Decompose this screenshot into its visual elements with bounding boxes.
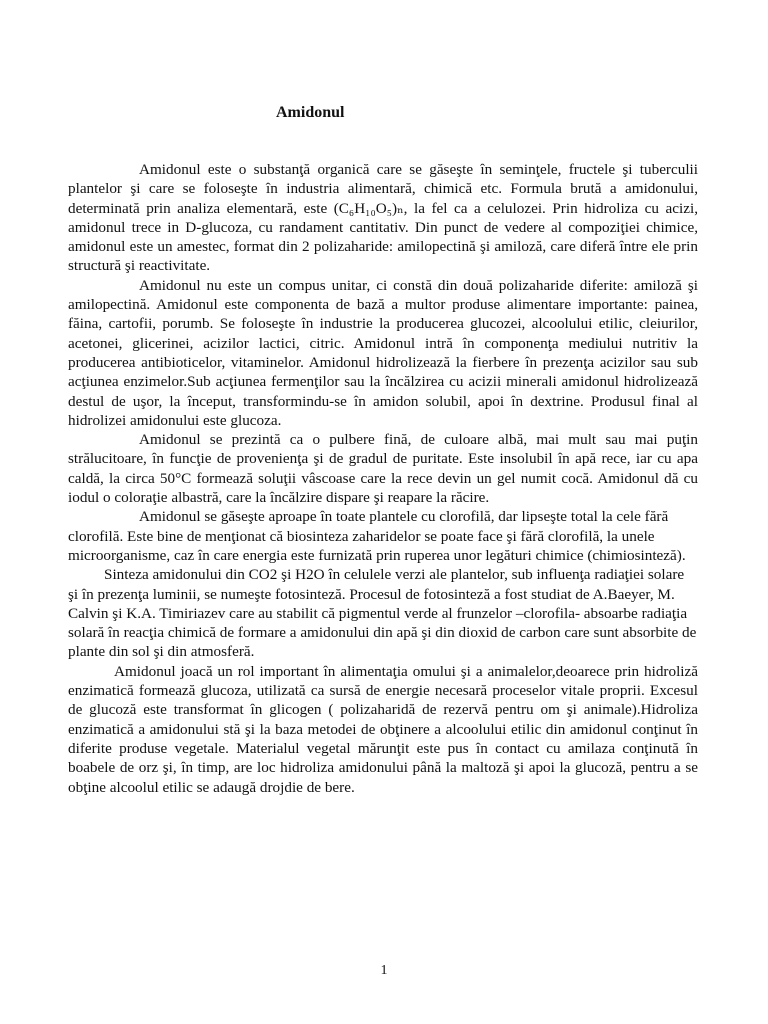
- paragraph-occurrence: Amidonul se găseşte aproape în toate plantele cu clorofilă, dar lipseşte total la cele fără clorofilă. Este bine de menţionat că biosinteza zaharidelor se poate face şi fără clorofilă, la unele microorganisme, caz în care energia este furnizată prin ruperea unor legături chimice (chimiosinteză).: [68, 508, 686, 564]
- paragraph-photosynthesis: Sinteza amidonului din CO2 şi H2O în celulele verzi ale plantelor, sub influenţa radiaţiei solare şi în prezenţa luminii, se numeşte fotosinteză. Procesul de fotosinteză a fost studiat de A.Baeyer, M. Calvin şi K.A. Timiriazev care au stabilit că pigmentul verde al frunzelor –clorofila- absoarbe radiaţia solară în reacţia chimică de formare a amidonului din apă şi din dioxid de carbon care sunt absorbite de plante din sol şi din atmosferă.: [68, 566, 697, 661]
- page-number: 1: [380, 963, 388, 978]
- document-body: [68, 160, 698, 797]
- page-title: Amidonul: [276, 104, 345, 121]
- paragraph-nutrition-role: Amidonul joacă un rol important în alimentaţia omului şi a animalelor,deoarece prin hidroliză enzimatică formează glucoza, utilizată ca sursă de energie necesară proceselor vitale proprii. Excesul de glucoză este transformat în glicogen ( polizaharidă de rezervă pentru om şi animale).Hidroliza enzimatică a amidonului stă şi la baza metodei de obţinere a alcoolului etilic din amidonul conţinut în diferite produse vegetale. Materialul vegetal mărunţit este pus în contact cu amilaza conţinută în boabele de orz şi, în timp, are loc hidroliza amidonului până la maltoză şi apoi la glucoză, pentru a se obţine alcoolul etilic se adaugă drojdie de bere.: [68, 662, 698, 796]
- paragraph-composition-uses: Amidonul nu este un compus unitar, ci constă din două polizaharide diferite: amiloză şi amilopectină. Amidonul este componenta de bază a multor produse alimentare importante: painea, făina, cartofii, porumb. Se foloseşte în industrie la producerea glucozei, alcoolului etilic, cleiurilor, acetonei, glicerinei, acizilor lactici, citric. Amidonul intră în componenţa mediului nutritiv la producerea antibioticelor, vitaminelor. Amidonul hidrolizează la fierbere în prezenţa acizilor sau sub acţiunea enzimelor.Sub acţiunea fermenţilor sau la încălzirea cu acizii minerali amidonul hidrolizează destul de uşor, la început, transformindu-se în amidon solubil, apoi în dextrine. Produsul final al hidrolizei amidonului este glucoza.: [68, 276, 698, 429]
- paragraph-definition: Amidonul este o substanţă organică care se găseşte în seminţele, fructele şi tuberculii plantelor şi care se foloseşte în industria alimentară, chimică etc. Formula brută a amidonului, determinată prin analiza elementară, este (C₆H₁₀O₅)ₙ, la fel ca a celulozei. Prin hidroliza cu acizi, amidonul trece in D-glucoza, cu randament cantitativ. Din punct de vedere al compoziţiei chimice, amidonul este un amestec, format din 2 polizaharide: amilopectină şi amiloză, care diferă între ele prin structură şi reactivitate.: [68, 161, 698, 275]
- paragraph-physical-properties: Amidonul se prezintă ca o pulbere fină, de culoare albă, mai mult sau mai puţin strălucitoare, în funcţie de provenienţa şi de gradul de puritate. Este insolubil în apă rece, iar cu apa caldă, la circa 50°C formează soluţii vâscoase care la rece devin un gel numit cocă. Amidonul dă cu iodul o coloraţie albastră, care la încălzire dispare şi reapare la răcire.: [68, 431, 698, 507]
